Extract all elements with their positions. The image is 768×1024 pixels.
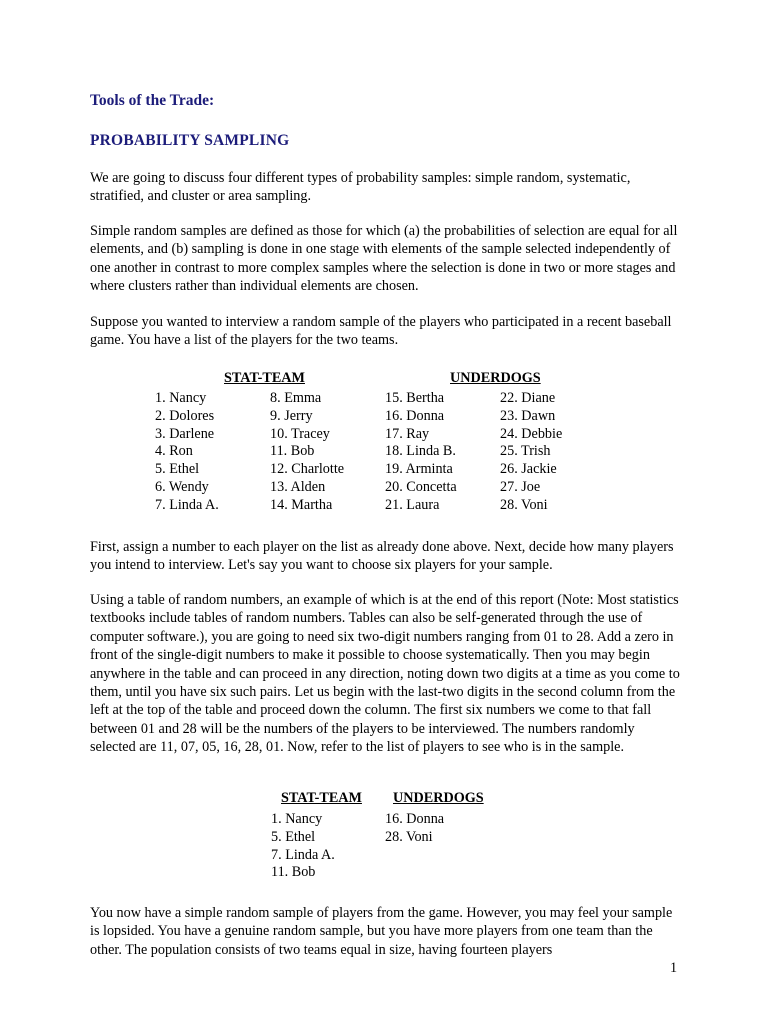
paragraph-random-table: Using a table of random numbers, an example of which is at the end of this report (Note: Most statistics textbooks include tables of random numbers. Tables can also be self-generated through the use of computer software.), you are going to need six two-digit numbers ranging from 01 to 28. Add a zero in front of the single-digit numbers to make it possible to choose systematically. Then you may begin anywhere in the table and can proceed in any direction, noting down two digits at a time as you come to them, until you have six such pairs. Let us begin with the last-two digits in the second column from the left at the top of the table and proceed down the column. The first six numbers we come to that fall between 01 and 28 will be the numbers of the players to be interviewed. The numbers randomly selected are 11, 07, 05, 16, 28, 01. Now, refer to the list of players to see who is in the sample.	[90, 592, 680, 756]
list-item: 2. Dolores	[155, 407, 215, 424]
list-item: 25. Trish	[500, 443, 551, 460]
roster-header-underdogs: UNDERDOGS	[450, 370, 541, 386]
list-item: 17. Ray	[385, 425, 430, 442]
list-item: 15. Bertha	[385, 390, 445, 406]
list-item: 4. Ron	[155, 443, 193, 460]
paragraph-intro: We are going to discuss four different types of probability samples: simple random, systematic, stratified, and cluster or area sampling.	[90, 170, 631, 205]
sample-header-stat-team: STAT-TEAM	[281, 790, 362, 806]
list-item: 16. Donna	[385, 407, 445, 424]
roster-header-stat-team: STAT-TEAM	[224, 370, 305, 386]
list-item: 12. Charlotte	[270, 461, 345, 478]
list-item: 5. Ethel	[271, 828, 316, 845]
paragraph-example: Suppose you wanted to interview a random sample of the players who participated in a recent baseball game. You have a list of the players for the two teams.	[90, 314, 672, 349]
list-item: 26. Jackie	[500, 461, 557, 478]
document-title: Tools of the Trade:	[90, 92, 215, 109]
list-item: 18. Linda B.	[385, 443, 456, 460]
list-item: 28. Voni	[385, 828, 433, 845]
list-item: 11. Bob	[271, 864, 316, 881]
list-item: 27. Joe	[500, 478, 541, 495]
list-item: 3. Darlene	[155, 425, 215, 442]
list-item: 24. Debbie	[500, 425, 563, 442]
list-item: 7. Linda A.	[155, 496, 219, 513]
list-item: 28. Voni	[500, 496, 548, 513]
list-item: 16. Donna	[385, 811, 445, 827]
list-item: 10. Tracey	[270, 425, 330, 442]
sample-header-underdogs: UNDERDOGS	[393, 790, 484, 806]
paragraph-definition: Simple random samples are defined as those for which (a) the probabilities of selection are equal for all elements, and (b) sampling is done in one stage with elements of the sample selected independently of one another in contrast to more complex samples where the selection is done in two or more stages and where clusters rather than individual elements are chosen.	[90, 223, 678, 295]
list-item: 9. Jerry	[270, 407, 313, 424]
list-item: 20. Concetta	[385, 478, 457, 495]
roster-column	[270, 390, 344, 515]
paragraph-assign: First, assign a number to each player on the list as already done above. Next, decide how many players you intend to interview. Let's say you want to choose six players for your sample.	[90, 539, 674, 574]
sample-column	[385, 811, 444, 847]
list-item: 1. Nancy	[271, 811, 323, 827]
sample-table	[271, 790, 521, 885]
list-item: 7. Linda A.	[271, 846, 335, 863]
page-number: 1	[670, 960, 678, 976]
section-heading: PROBABILITY SAMPLING	[90, 132, 290, 149]
roster-table	[155, 370, 675, 520]
list-item: 5. Ethel	[155, 461, 200, 478]
list-item: 1. Nancy	[155, 390, 207, 406]
list-item: 11. Bob	[270, 443, 315, 460]
sample-column	[271, 811, 335, 882]
list-item: 14. Martha	[270, 496, 333, 513]
roster-column	[500, 390, 562, 515]
roster-column	[385, 390, 457, 515]
list-item: 19. Arminta	[385, 461, 453, 478]
paragraph-lopsided: You now have a simple random sample of players from the game. However, you may feel your sample is lopsided. You have a genuine random sample, but you have more players from one team than the other. The population consists of two teams equal in size, having fourteen players	[90, 905, 673, 958]
list-item: 6. Wendy	[155, 478, 209, 495]
list-item: 21. Laura	[385, 496, 440, 513]
list-item: 23. Dawn	[500, 407, 556, 424]
list-item: 8. Emma	[270, 390, 322, 406]
list-item: 22. Diane	[500, 390, 556, 406]
roster-column	[155, 390, 219, 515]
list-item: 13. Alden	[270, 478, 326, 495]
